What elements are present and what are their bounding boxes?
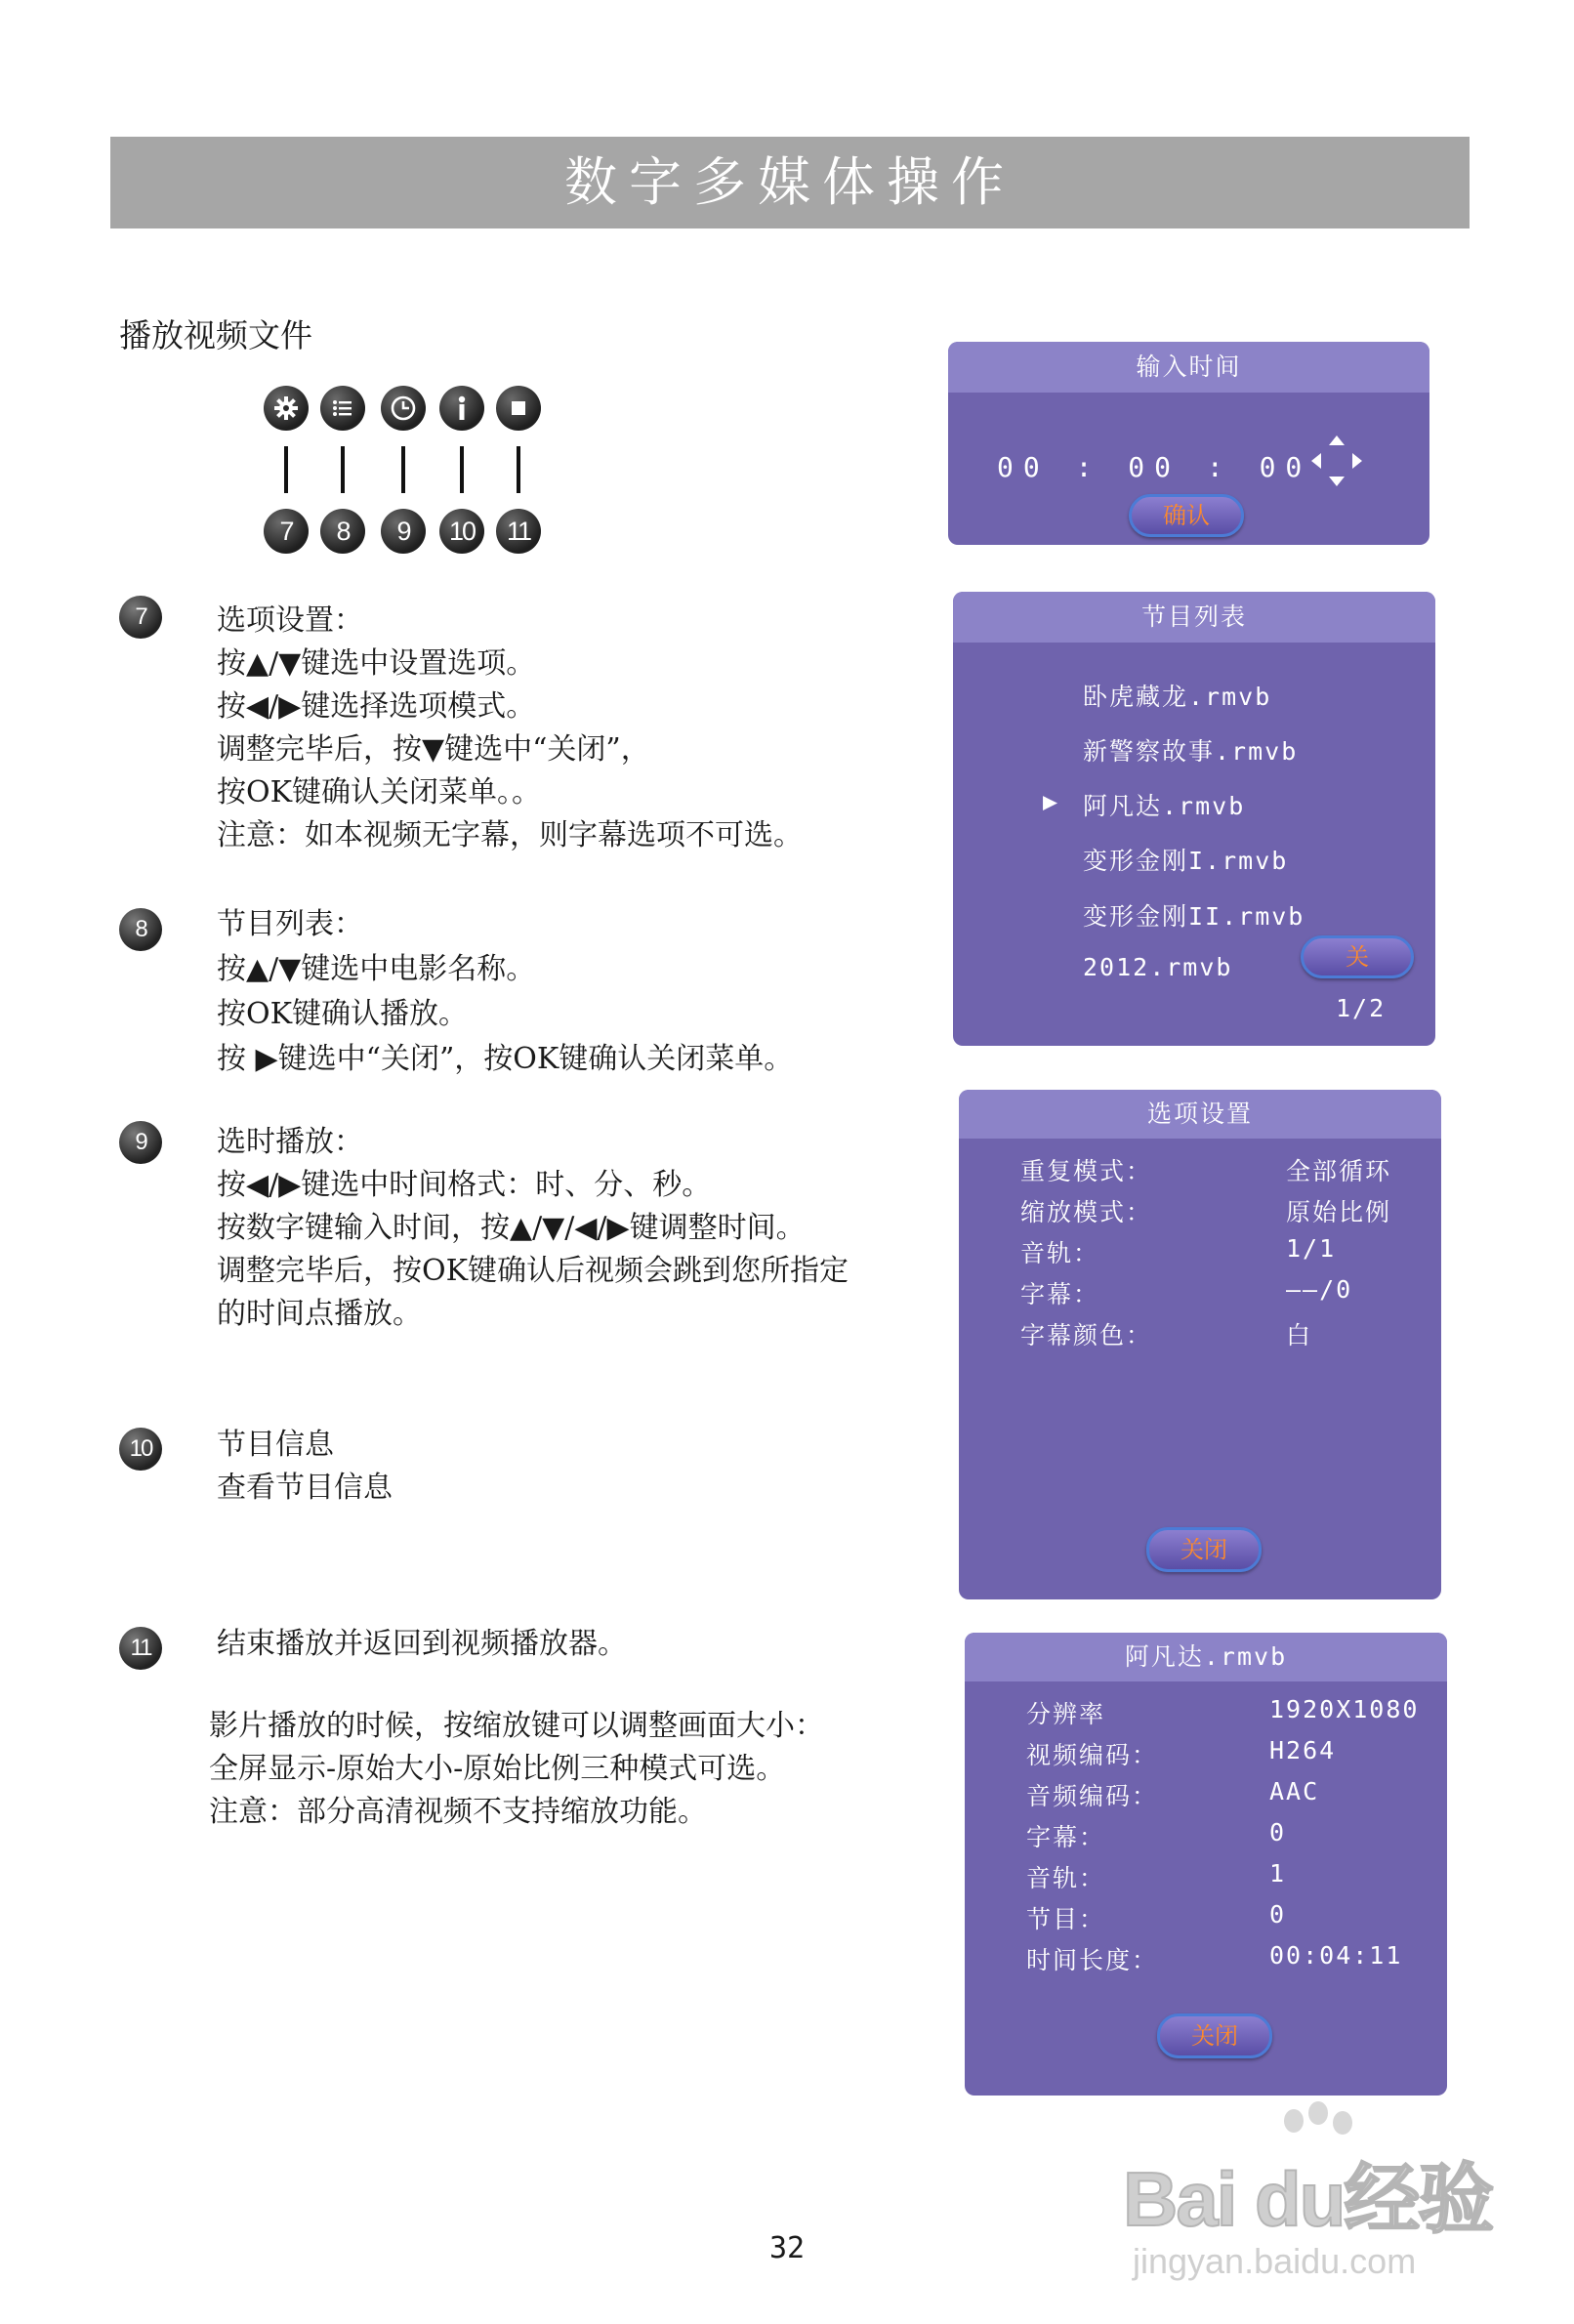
option-value[interactable]: 1/1: [1286, 1234, 1337, 1263]
info-label: 节目：: [1026, 1905, 1106, 1933]
remote-icon-strip: [264, 386, 557, 557]
info-value: 0: [1269, 1900, 1287, 1929]
info-label: 音频编码：: [1026, 1782, 1159, 1810]
paw-icon: [1284, 2109, 1304, 2133]
program-item[interactable]: 新警察故事.rmvb: [1083, 737, 1299, 766]
section-title: 播放视频文件: [119, 316, 312, 354]
desc-line: 按OK键确认播放。: [217, 997, 469, 1031]
desc-line: 按▲/▼键选中设置选项。: [217, 646, 536, 681]
program-info-panel: [965, 1633, 1447, 2096]
panel-title: 输入时间: [948, 342, 1429, 393]
item-number-badge: 11: [119, 1627, 162, 1670]
desc-line: 影片播放的时候，按缩放键可以调整画面大小：: [209, 1709, 824, 1743]
desc-line: 全屏显示-原始大小-原始比例三种模式可选。: [209, 1752, 786, 1786]
icon-column: [381, 386, 426, 557]
paw-icon: [1308, 2101, 1328, 2125]
program-item[interactable]: 变形金刚II.rmvb: [1083, 902, 1305, 931]
program-list-panel: [953, 592, 1435, 1046]
program-item[interactable]: 2012.rmvb: [1083, 953, 1233, 981]
desc-line: 节目信息: [217, 1428, 334, 1462]
desc-line: 注意：部分高清视频不支持缩放功能。: [209, 1795, 707, 1829]
program-item[interactable]: 变形金刚I.rmvb: [1083, 847, 1289, 875]
panel-title: 阿凡达.rmvb: [965, 1633, 1447, 1681]
info-value: 00:04:11: [1269, 1941, 1403, 1970]
desc-line: 注意：如本视频无字幕，则字幕选项不可选。: [217, 818, 803, 852]
icon-column: [496, 386, 541, 557]
options-panel: [959, 1090, 1441, 1599]
connector-line: [517, 446, 520, 493]
info-label: 时间长度：: [1026, 1946, 1159, 1974]
info-value: 1: [1269, 1859, 1287, 1888]
program-item[interactable]: 卧虎藏龙.rmvb: [1083, 683, 1272, 711]
close-button[interactable]: 关闭: [1157, 2013, 1272, 2058]
info-icon: [439, 386, 484, 431]
option-value[interactable]: ——/0: [1286, 1275, 1353, 1304]
option-label: 音轨：: [1020, 1239, 1100, 1267]
time-value[interactable]: 00 : 00 : 00: [997, 451, 1312, 483]
desc-line: 按▲/▼键选中电影名称。: [217, 952, 536, 986]
option-label: 缩放模式：: [1020, 1198, 1153, 1226]
panel-title: 选项设置: [959, 1090, 1441, 1139]
time-input-panel: [948, 342, 1429, 545]
desc-line: 按数字键输入时间，按▲/▼/◀/▶键调整时间。: [217, 1211, 806, 1245]
info-label: 音轨：: [1026, 1864, 1106, 1892]
connector-line: [460, 446, 464, 493]
info-label: 视频编码：: [1026, 1741, 1159, 1769]
confirm-button[interactable]: 确认: [1129, 494, 1244, 537]
number-label: 7: [264, 509, 309, 554]
connector-line: [284, 446, 288, 493]
icon-column: [320, 386, 365, 557]
info-label: 分辨率: [1026, 1700, 1106, 1728]
arrow-keys-icon: [1305, 432, 1368, 490]
watermark-logo: Bai du经验: [1123, 2156, 1493, 2242]
info-value: 0: [1269, 1818, 1287, 1847]
page-indicator: 1/2: [1336, 994, 1387, 1022]
info-value: H264: [1269, 1736, 1337, 1764]
icon-column: [439, 386, 484, 557]
number-label: 10: [439, 509, 484, 554]
option-label: 字幕：: [1020, 1280, 1100, 1308]
playlist-description: [217, 902, 793, 1082]
number-label: 11: [496, 509, 541, 554]
stop-icon: [496, 386, 541, 431]
option-value[interactable]: 白: [1286, 1321, 1313, 1349]
desc-line: 按◀/▶键选中时间格式：时、分、秒。: [217, 1168, 712, 1202]
page-number: 32: [768, 2231, 806, 2265]
desc-line: 的时间点播放。: [217, 1297, 422, 1331]
stop-description: [217, 1623, 627, 1666]
info-value: 1920X1080: [1269, 1695, 1420, 1723]
desc-line: 选项设置：: [217, 603, 363, 638]
close-button[interactable]: 关: [1301, 935, 1414, 978]
watermark-url: jingyan.baidu.com: [1133, 2241, 1417, 2281]
selection-arrow-icon: ▶: [1043, 787, 1060, 815]
desc-line: 调整完毕后，按▼键选中“关闭”，: [217, 732, 650, 767]
paw-icon: [1333, 2111, 1352, 2135]
info-value: AAC: [1269, 1777, 1320, 1805]
page-header: 数字多媒体操作: [110, 137, 1470, 228]
program-item-selected[interactable]: 阿凡达.rmvb: [1083, 792, 1246, 820]
connector-line: [341, 446, 345, 493]
zoom-description: [209, 1705, 824, 1834]
desc-line: 调整完毕后，按OK键确认后视频会跳到您所指定: [217, 1254, 849, 1288]
item-number-badge: 10: [119, 1428, 162, 1471]
close-button[interactable]: 关闭: [1146, 1527, 1262, 1572]
info-label: 字幕：: [1026, 1823, 1106, 1851]
program-info-description: [217, 1424, 393, 1510]
desc-line: 选时播放：: [217, 1125, 363, 1159]
desc-line: 节目列表：: [217, 907, 363, 941]
options-description: [217, 600, 803, 857]
number-label: 8: [320, 509, 365, 554]
desc-line: 按◀/▶键选择选项模式。: [217, 689, 536, 724]
desc-line: 按OK键确认关闭菜单。。: [217, 775, 542, 809]
number-label: 9: [381, 509, 426, 554]
option-label: 字幕颜色：: [1020, 1321, 1153, 1349]
panel-title: 节目列表: [953, 592, 1435, 643]
icon-column: [264, 386, 309, 557]
item-number-badge: 8: [119, 908, 162, 951]
timed-play-description: [217, 1121, 849, 1336]
option-value[interactable]: 原始比例: [1286, 1198, 1392, 1226]
option-label: 重复模式：: [1020, 1157, 1153, 1185]
gear-icon: [264, 386, 309, 431]
desc-line: 查看节目信息: [217, 1471, 393, 1505]
list-icon: [320, 386, 365, 431]
connector-line: [401, 446, 405, 493]
option-value[interactable]: 全部循环: [1286, 1157, 1392, 1185]
desc-line: 按 ▶键选中“关闭”，按OK键确认关闭菜单。: [217, 1042, 794, 1076]
item-number-badge: 7: [119, 596, 162, 639]
clock-icon: [381, 386, 426, 431]
item-number-badge: 9: [119, 1121, 162, 1164]
baidu-jingyan-watermark: [1123, 2109, 1513, 2304]
desc-line: 结束播放并返回到视频播放器。: [217, 1627, 627, 1661]
